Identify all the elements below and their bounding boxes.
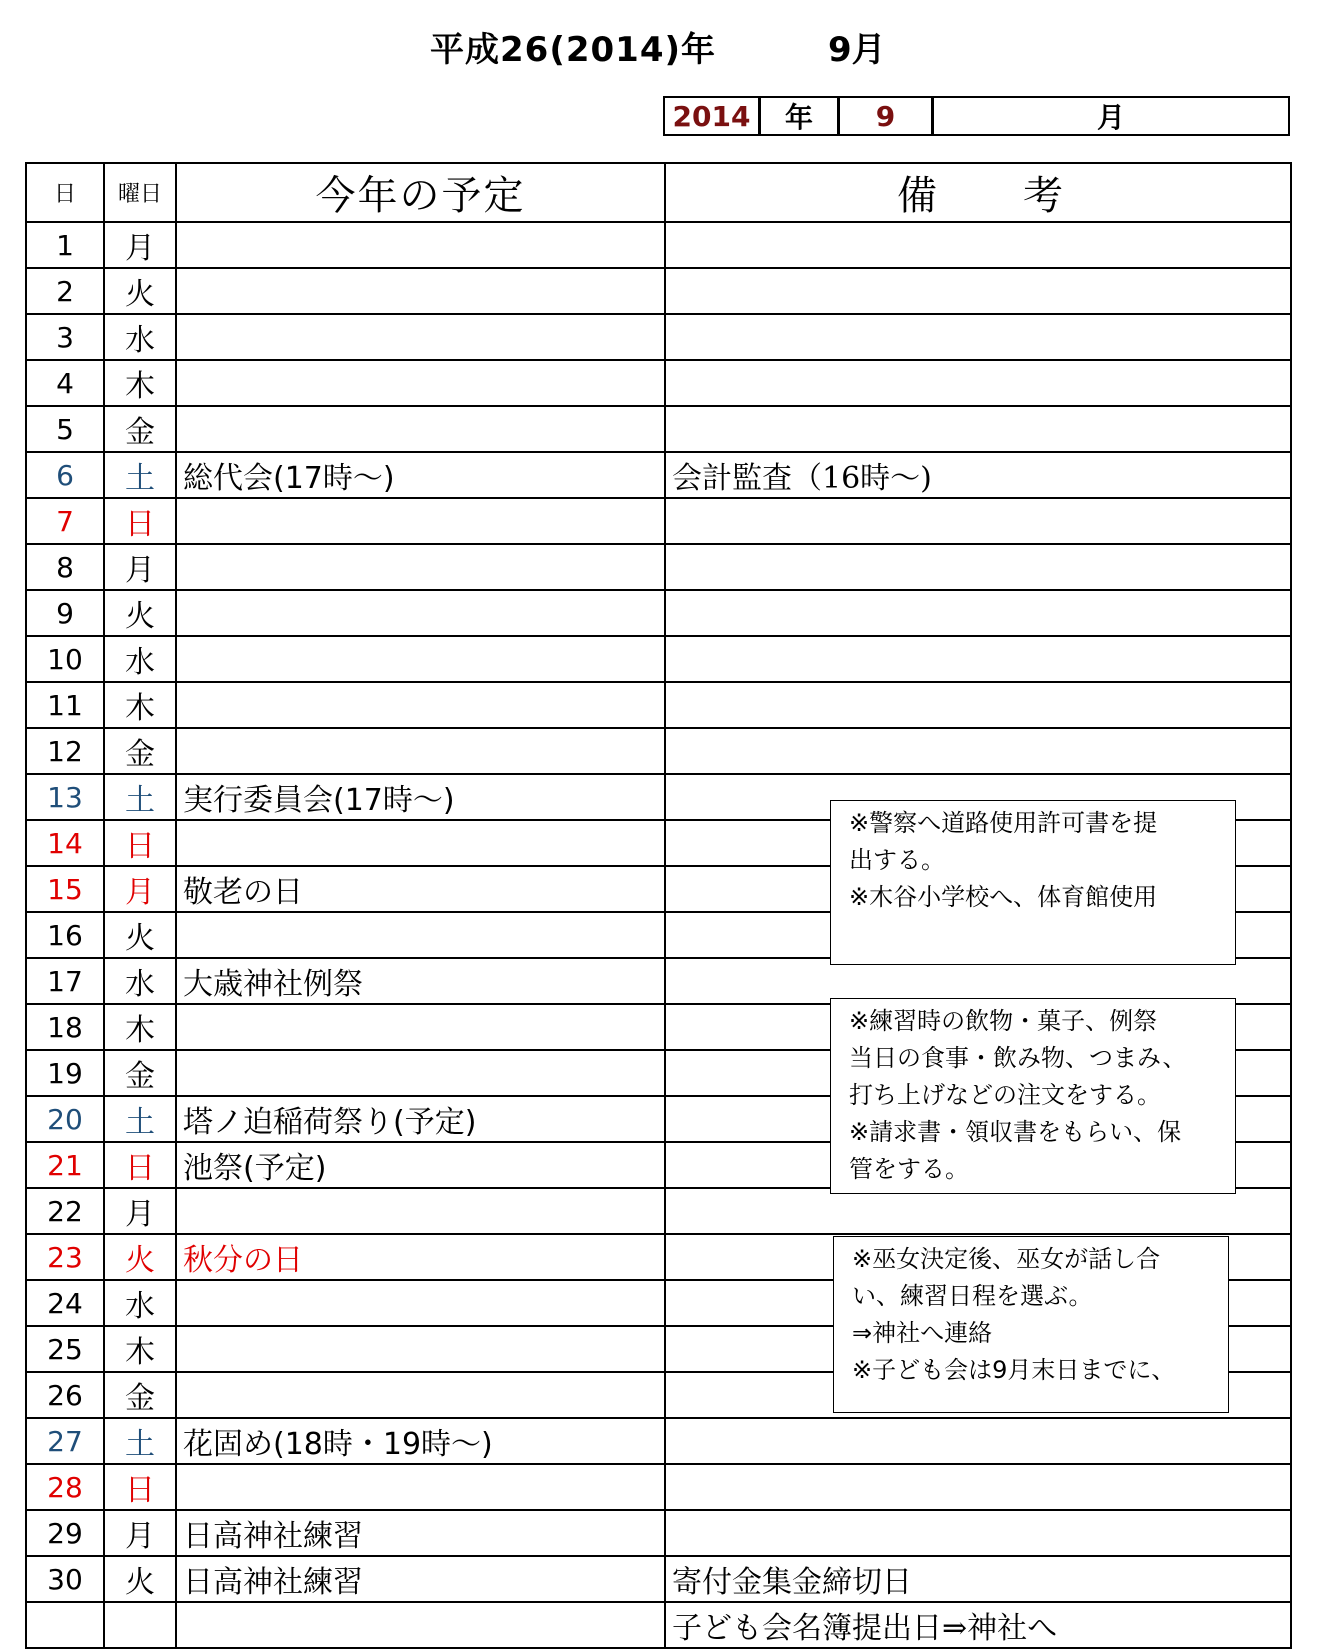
note-cell: 子ども会名簿提出日⇒神社へ (665, 1602, 1291, 1648)
plan-cell: 花固め(18時・19時～) (176, 1418, 665, 1464)
day-cell: 2 (26, 268, 104, 314)
day-cell: 6 (26, 452, 104, 498)
day-cell: 22 (26, 1188, 104, 1234)
plan-cell (176, 314, 665, 360)
weekday-cell: 水 (104, 314, 176, 360)
weekday-cell: 金 (104, 1372, 176, 1418)
note-callout-line: ※練習時の飲物・菓子、例祭 (849, 1007, 1158, 1035)
weekday-cell (104, 1602, 176, 1648)
note-cell (665, 544, 1291, 590)
note-cell (665, 406, 1291, 452)
note-cell (665, 590, 1291, 636)
weekday-cell: 木 (104, 1326, 176, 1372)
day-cell: 5 (26, 406, 104, 452)
note-cell (665, 314, 1291, 360)
note-callout-line: ※子ども会は9月末日までに、 (852, 1356, 1176, 1384)
plan-cell (176, 1372, 665, 1418)
day-cell: 19 (26, 1050, 104, 1096)
day-cell: 27 (26, 1418, 104, 1464)
table-row (26, 314, 1291, 360)
year-value: 2014 (665, 98, 761, 134)
note-callout-line: ⇒神社へ連絡 (852, 1319, 993, 1347)
weekday-cell: 月 (104, 866, 176, 912)
weekday-cell: 日 (104, 820, 176, 866)
plan-cell (176, 1188, 665, 1234)
header-plan: 今年の予定 (176, 163, 665, 222)
weekday-cell: 月 (104, 222, 176, 268)
day-cell: 7 (26, 498, 104, 544)
note-cell (665, 360, 1291, 406)
day-cell: 28 (26, 1464, 104, 1510)
table-row (26, 682, 1291, 728)
plan-cell (176, 590, 665, 636)
note-callout-line: 当日の食事・飲み物、つまみ、 (849, 1044, 1187, 1072)
weekday-cell: 水 (104, 636, 176, 682)
plan-cell (176, 360, 665, 406)
weekday-cell: 土 (104, 1418, 176, 1464)
day-cell: 20 (26, 1096, 104, 1142)
day-cell: 1 (26, 222, 104, 268)
note-callout-line: ※木谷小学校へ、体育館使用 (849, 883, 1158, 911)
weekday-cell: 火 (104, 268, 176, 314)
table-row (26, 1418, 1291, 1464)
day-cell: 14 (26, 820, 104, 866)
header-notes: 備 考 (665, 163, 1291, 222)
weekday-cell: 木 (104, 1004, 176, 1050)
table-row (26, 360, 1291, 406)
note-callout-line: い、練習日程を選ぶ。 (852, 1282, 1093, 1310)
year-month-box (663, 96, 1290, 136)
weekday-cell: 火 (104, 1234, 176, 1280)
plan-cell: 日高神社練習 (176, 1510, 665, 1556)
plan-cell: 総代会(17時～) (176, 452, 665, 498)
weekday-cell: 火 (104, 590, 176, 636)
weekday-cell: 土 (104, 774, 176, 820)
day-cell: 12 (26, 728, 104, 774)
day-cell: 11 (26, 682, 104, 728)
month-value: 9 (840, 98, 934, 134)
note-callout-line: ※巫女決定後、巫女が話し合 (852, 1245, 1161, 1273)
day-cell: 4 (26, 360, 104, 406)
plan-cell: 池祭(予定) (176, 1142, 665, 1188)
plan-cell (176, 544, 665, 590)
note-cell: 会計監査（16時～) (665, 452, 1291, 498)
day-cell: 29 (26, 1510, 104, 1556)
plan-cell (176, 682, 665, 728)
weekday-cell: 日 (104, 1142, 176, 1188)
weekday-cell: 日 (104, 498, 176, 544)
weekday-cell: 土 (104, 452, 176, 498)
weekday-cell: 金 (104, 406, 176, 452)
plan-cell (176, 268, 665, 314)
note-cell: 寄付金集金締切日 (665, 1556, 1291, 1602)
table-row (26, 1510, 1291, 1556)
weekday-cell: 火 (104, 912, 176, 958)
note-callout-line: 打ち上げなどの注文をする。 (849, 1081, 1161, 1109)
weekday-cell: 土 (104, 1096, 176, 1142)
table-row (26, 544, 1291, 590)
note-cell (665, 1418, 1291, 1464)
table-row (26, 498, 1291, 544)
day-cell: 17 (26, 958, 104, 1004)
table-row (26, 728, 1291, 774)
note-cell (665, 1464, 1291, 1510)
day-cell: 3 (26, 314, 104, 360)
month-label: 月 (1096, 101, 1125, 134)
plan-cell (176, 1326, 665, 1372)
weekday-cell: 月 (104, 544, 176, 590)
plan-cell (176, 406, 665, 452)
weekday-cell: 日 (104, 1464, 176, 1510)
plan-cell (176, 912, 665, 958)
weekday-cell: 金 (104, 728, 176, 774)
note-cell (665, 498, 1291, 544)
plan-cell (176, 1464, 665, 1510)
page-title (0, 22, 1319, 72)
note-cell (665, 222, 1291, 268)
plan-cell (176, 1280, 665, 1326)
weekday-cell: 月 (104, 1188, 176, 1234)
day-cell: 15 (26, 866, 104, 912)
table-row (26, 590, 1291, 636)
weekday-cell: 水 (104, 958, 176, 1004)
note-cell (665, 728, 1291, 774)
table-row (26, 452, 1291, 498)
plan-cell (176, 1602, 665, 1648)
day-cell: 18 (26, 1004, 104, 1050)
note-cell (665, 1188, 1291, 1234)
note-callout-box (833, 1236, 1229, 1413)
weekday-cell: 月 (104, 1510, 176, 1556)
note-cell (665, 1510, 1291, 1556)
day-cell: 30 (26, 1556, 104, 1602)
plan-cell: 敬老の日 (176, 866, 665, 912)
day-cell (26, 1602, 104, 1648)
weekday-cell: 木 (104, 682, 176, 728)
title-era-year: 平成26(2014)年 (430, 30, 717, 70)
header-row (26, 163, 1291, 222)
note-callout-line: 管をする。 (849, 1155, 969, 1183)
day-cell: 26 (26, 1372, 104, 1418)
year-label: 年 (761, 98, 840, 134)
plan-cell (176, 728, 665, 774)
plan-cell (176, 1004, 665, 1050)
plan-cell: 秋分の日 (176, 1234, 665, 1280)
day-cell: 23 (26, 1234, 104, 1280)
plan-cell: 実行委員会(17時～) (176, 774, 665, 820)
plan-cell (176, 1050, 665, 1096)
table-row (26, 1188, 1291, 1234)
header-weekday: 曜日 (104, 163, 176, 222)
table-row (26, 1464, 1291, 1510)
day-cell: 8 (26, 544, 104, 590)
plan-cell: 日高神社練習 (176, 1556, 665, 1602)
note-callout-line: 出する。 (849, 846, 945, 874)
weekday-cell: 火 (104, 1556, 176, 1602)
note-cell (665, 268, 1291, 314)
weekday-cell: 木 (104, 360, 176, 406)
day-cell: 9 (26, 590, 104, 636)
note-callout-line: ※請求書・領収書をもらい、保 (849, 1118, 1182, 1146)
plan-cell: 大歳神社例祭 (176, 958, 665, 1004)
plan-cell (176, 222, 665, 268)
header-day: 日 (26, 163, 104, 222)
note-cell (665, 682, 1291, 728)
day-cell: 10 (26, 636, 104, 682)
day-cell: 16 (26, 912, 104, 958)
day-cell: 13 (26, 774, 104, 820)
table-row (26, 636, 1291, 682)
day-cell: 24 (26, 1280, 104, 1326)
weekday-cell: 水 (104, 1280, 176, 1326)
table-row (26, 1602, 1291, 1648)
table-row (26, 1556, 1291, 1602)
plan-cell (176, 636, 665, 682)
table-row (26, 406, 1291, 452)
day-cell: 25 (26, 1326, 104, 1372)
note-cell (665, 636, 1291, 682)
day-cell: 21 (26, 1142, 104, 1188)
note-callout-line: ※警察へ道路使用許可書を提 (849, 809, 1158, 837)
table-row (26, 268, 1291, 314)
plan-cell: 塔ノ迫稲荷祭り(予定) (176, 1096, 665, 1142)
plan-cell (176, 498, 665, 544)
weekday-cell: 金 (104, 1050, 176, 1096)
note-callout-box (830, 800, 1236, 965)
plan-cell (176, 820, 665, 866)
title-month: 9月 (828, 30, 886, 70)
table-row (26, 222, 1291, 268)
note-callout-box (830, 998, 1236, 1194)
